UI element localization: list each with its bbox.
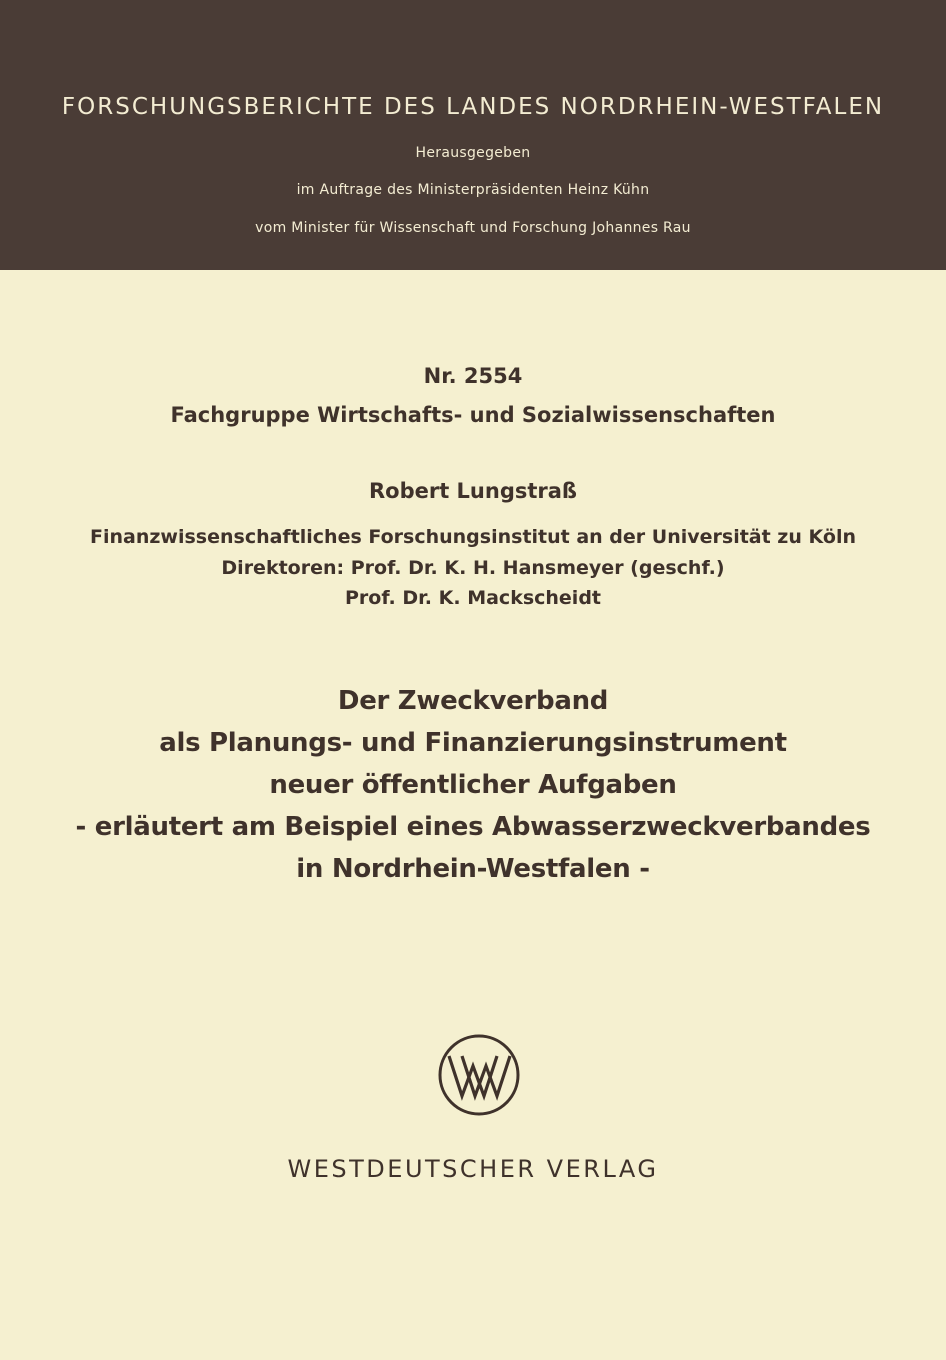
directors-line-1: Direktoren: Prof. Dr. K. H. Hansmeyer (geschf.) [221,557,725,579]
title-line-2: als Planungs- und Finanzierungsinstrument [159,728,787,758]
institute-name: Finanzwissenschaftliches Forschungsinstitut an der Universität zu Köln [89,526,856,548]
westdeutscher-verlag-logo-icon [436,1034,522,1116]
publisher-name: WESTDEUTSCHER VERLAG [287,1155,659,1183]
author-name: Robert Lungstraß [368,479,578,503]
title-line-5: in Nordrhein-Westfalen - [296,854,650,884]
report-number: Nr. 2554 [423,364,523,388]
title-line-4: - erläutert am Beispiel eines Abwasserzweckverbandes [75,812,871,842]
title-line-1: Der Zweckverband [337,686,609,716]
book-title [0,680,946,890]
series-title: FORSCHUNGSBERICHTE DES LANDES NORDRHEIN-WESTFALEN [61,94,885,120]
commission-line: im Auftrage des Ministerpräsidenten Heinz Kühn [296,182,650,198]
minister-line: vom Minister für Wissenschaft und Forschung Johannes Rau [255,220,691,236]
series-header [0,0,946,270]
directors-line-2: Prof. Dr. K. Mackscheidt [344,587,602,609]
editor-line: Herausgegeben [415,145,531,161]
title-line-3: neuer öffentlicher Aufgaben [269,770,677,800]
report-group: Fachgruppe Wirtschafts- und Sozialwissenschaften [170,403,776,427]
